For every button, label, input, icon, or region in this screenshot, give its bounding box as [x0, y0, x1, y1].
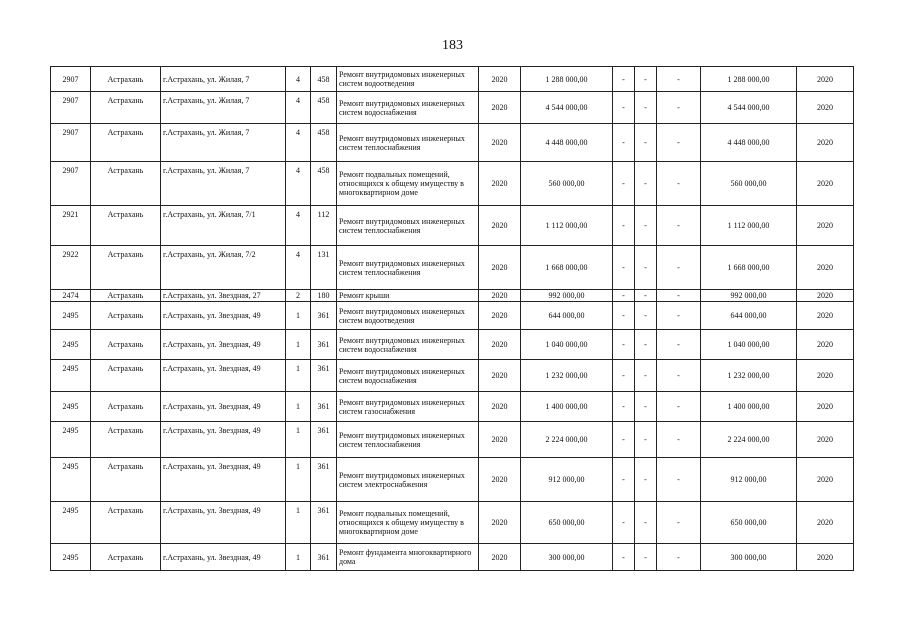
cost-cell: 2 224 000,00 — [521, 422, 613, 458]
dash-cell: - — [657, 392, 701, 422]
cost-cell: 644 000,00 — [521, 302, 613, 330]
floors-cell: 1 — [286, 392, 311, 422]
table-row — [51, 92, 854, 124]
year-cell: 2020 — [479, 67, 521, 92]
total-cell: 1 668 000,00 — [701, 246, 797, 290]
address-cell: г.Астрахань, ул. Жилая, 7 — [161, 92, 286, 124]
table-row — [51, 67, 854, 92]
object-id: 2907 — [51, 162, 91, 206]
table-row — [51, 290, 854, 302]
year-cell: 2020 — [479, 330, 521, 360]
year-cell: 2020 — [479, 206, 521, 246]
city-cell: Астрахань — [91, 290, 161, 302]
year-end-cell: 2020 — [797, 67, 854, 92]
city-cell: Астрахань — [91, 544, 161, 571]
address-cell: г.Астрахань, ул. Звездная, 49 — [161, 360, 286, 392]
apartments-cell: 361 — [311, 360, 337, 392]
dash-cell: - — [635, 302, 657, 330]
address-cell: г.Астрахань, ул. Жилая, 7 — [161, 162, 286, 206]
dash-cell: - — [613, 246, 635, 290]
floors-cell: 4 — [286, 67, 311, 92]
cost-cell: 4 448 000,00 — [521, 124, 613, 162]
dash-cell: - — [635, 92, 657, 124]
year-cell: 2020 — [479, 544, 521, 571]
total-cell: 650 000,00 — [701, 502, 797, 544]
work-type-cell: Ремонт внутридомовых инженерных систем водоотведения — [337, 67, 479, 92]
table-row — [51, 360, 854, 392]
dash-cell: - — [635, 502, 657, 544]
year-cell: 2020 — [479, 458, 521, 502]
year-cell: 2020 — [479, 92, 521, 124]
cost-cell: 1 232 000,00 — [521, 360, 613, 392]
dash-cell: - — [657, 290, 701, 302]
total-cell: 4 544 000,00 — [701, 92, 797, 124]
dash-cell: - — [657, 360, 701, 392]
dash-cell: - — [635, 124, 657, 162]
dash-cell: - — [635, 544, 657, 571]
cost-cell: 650 000,00 — [521, 502, 613, 544]
work-type-cell: Ремонт внутридомовых инженерных систем теплоснабжения — [337, 422, 479, 458]
table-row — [51, 124, 854, 162]
total-cell: 1 288 000,00 — [701, 67, 797, 92]
table-row — [51, 392, 854, 422]
address-cell: г.Астрахань, ул. Звездная, 49 — [161, 422, 286, 458]
work-type-cell: Ремонт внутридомовых инженерных систем водоотведения — [337, 302, 479, 330]
work-type-cell: Ремонт внутридомовых инженерных систем водоснабжения — [337, 92, 479, 124]
object-id: 2474 — [51, 290, 91, 302]
city-cell: Астрахань — [91, 330, 161, 360]
dash-cell: - — [613, 544, 635, 571]
address-cell: г.Астрахань, ул. Жилая, 7 — [161, 124, 286, 162]
table-row — [51, 302, 854, 330]
year-end-cell: 2020 — [797, 162, 854, 206]
floors-cell: 1 — [286, 360, 311, 392]
dash-cell: - — [635, 290, 657, 302]
dash-cell: - — [657, 124, 701, 162]
address-cell: г.Астрахань, ул. Звездная, 49 — [161, 330, 286, 360]
apartments-cell: 361 — [311, 330, 337, 360]
object-id: 2495 — [51, 330, 91, 360]
city-cell: Астрахань — [91, 422, 161, 458]
year-end-cell: 2020 — [797, 458, 854, 502]
year-end-cell: 2020 — [797, 544, 854, 571]
table-row — [51, 246, 854, 290]
table-row — [51, 544, 854, 571]
floors-cell: 1 — [286, 302, 311, 330]
dash-cell: - — [613, 206, 635, 246]
floors-cell: 1 — [286, 330, 311, 360]
total-cell: 4 448 000,00 — [701, 124, 797, 162]
dash-cell: - — [613, 290, 635, 302]
object-id: 2922 — [51, 246, 91, 290]
year-cell: 2020 — [479, 392, 521, 422]
apartments-cell: 361 — [311, 422, 337, 458]
address-cell: г.Астрахань, ул. Звездная, 49 — [161, 544, 286, 571]
year-cell: 2020 — [479, 124, 521, 162]
city-cell: Астрахань — [91, 67, 161, 92]
total-cell: 644 000,00 — [701, 302, 797, 330]
city-cell: Астрахань — [91, 458, 161, 502]
address-cell: г.Астрахань, ул. Звездная, 49 — [161, 392, 286, 422]
year-cell: 2020 — [479, 162, 521, 206]
apartments-cell: 361 — [311, 544, 337, 571]
year-end-cell: 2020 — [797, 502, 854, 544]
address-cell: г.Астрахань, ул. Звездная, 49 — [161, 302, 286, 330]
dash-cell: - — [635, 422, 657, 458]
table-row — [51, 162, 854, 206]
dash-cell: - — [613, 67, 635, 92]
object-id: 2495 — [51, 544, 91, 571]
apartments-cell: 458 — [311, 67, 337, 92]
dash-cell: - — [613, 502, 635, 544]
year-end-cell: 2020 — [797, 290, 854, 302]
cost-cell: 560 000,00 — [521, 162, 613, 206]
floors-cell: 1 — [286, 544, 311, 571]
floors-cell: 4 — [286, 92, 311, 124]
work-type-cell: Ремонт подвальных помещений, относящихся к общему имуществу в многоквартирном доме — [337, 162, 479, 206]
dash-cell: - — [657, 330, 701, 360]
work-type-cell: Ремонт крыши — [337, 290, 479, 302]
dash-cell: - — [635, 392, 657, 422]
apartments-cell: 458 — [311, 162, 337, 206]
dash-cell: - — [635, 246, 657, 290]
dash-cell: - — [657, 206, 701, 246]
year-end-cell: 2020 — [797, 360, 854, 392]
dash-cell: - — [657, 422, 701, 458]
dash-cell: - — [635, 458, 657, 502]
year-end-cell: 2020 — [797, 124, 854, 162]
dash-cell: - — [613, 458, 635, 502]
table-row — [51, 206, 854, 246]
city-cell: Астрахань — [91, 360, 161, 392]
dash-cell: - — [635, 206, 657, 246]
apartments-cell: 458 — [311, 124, 337, 162]
apartments-cell: 112 — [311, 206, 337, 246]
year-cell: 2020 — [479, 290, 521, 302]
apartments-cell: 361 — [311, 458, 337, 502]
dash-cell: - — [613, 422, 635, 458]
total-cell: 300 000,00 — [701, 544, 797, 571]
dash-cell: - — [635, 162, 657, 206]
work-type-cell: Ремонт внутридомовых инженерных систем теплоснабжения — [337, 246, 479, 290]
table-body — [51, 67, 854, 571]
city-cell: Астрахань — [91, 246, 161, 290]
object-id: 2907 — [51, 92, 91, 124]
address-cell: г.Астрахань, ул. Звездная, 49 — [161, 502, 286, 544]
total-cell: 1 112 000,00 — [701, 206, 797, 246]
address-cell: г.Астрахань, ул. Жилая, 7 — [161, 67, 286, 92]
object-id: 2907 — [51, 67, 91, 92]
apartments-cell: 180 — [311, 290, 337, 302]
dash-cell: - — [635, 360, 657, 392]
work-type-cell: Ремонт внутридомовых инженерных систем водоснабжения — [337, 330, 479, 360]
cost-cell: 1 288 000,00 — [521, 67, 613, 92]
dash-cell: - — [613, 330, 635, 360]
apartments-cell: 458 — [311, 92, 337, 124]
repair-registry-table — [50, 66, 854, 571]
floors-cell: 4 — [286, 124, 311, 162]
floors-cell: 1 — [286, 422, 311, 458]
address-cell: г.Астрахань, ул. Звездная, 27 — [161, 290, 286, 302]
dash-cell: - — [657, 67, 701, 92]
floors-cell: 4 — [286, 162, 311, 206]
total-cell: 1 040 000,00 — [701, 330, 797, 360]
apartments-cell: 361 — [311, 502, 337, 544]
cost-cell: 1 400 000,00 — [521, 392, 613, 422]
year-cell: 2020 — [479, 246, 521, 290]
table-row — [51, 458, 854, 502]
dash-cell: - — [635, 67, 657, 92]
apartments-cell: 131 — [311, 246, 337, 290]
cost-cell: 992 000,00 — [521, 290, 613, 302]
object-id: 2907 — [51, 124, 91, 162]
object-id: 2495 — [51, 502, 91, 544]
dash-cell: - — [613, 302, 635, 330]
dash-cell: - — [613, 392, 635, 422]
floors-cell: 2 — [286, 290, 311, 302]
object-id: 2495 — [51, 458, 91, 502]
year-end-cell: 2020 — [797, 206, 854, 246]
total-cell: 992 000,00 — [701, 290, 797, 302]
work-type-cell: Ремонт внутридомовых инженерных систем электроснабжения — [337, 458, 479, 502]
year-cell: 2020 — [479, 422, 521, 458]
table-row — [51, 422, 854, 458]
city-cell: Астрахань — [91, 124, 161, 162]
object-id: 2495 — [51, 422, 91, 458]
dash-cell: - — [657, 302, 701, 330]
dash-cell: - — [657, 458, 701, 502]
dash-cell: - — [657, 544, 701, 571]
work-type-cell: Ремонт фундамента многоквартирного дома — [337, 544, 479, 571]
year-cell: 2020 — [479, 502, 521, 544]
dash-cell: - — [657, 502, 701, 544]
dash-cell: - — [613, 360, 635, 392]
city-cell: Астрахань — [91, 92, 161, 124]
object-id: 2495 — [51, 302, 91, 330]
year-end-cell: 2020 — [797, 246, 854, 290]
work-type-cell: Ремонт подвальных помещений, относящихся к общему имуществу в многоквартирном доме — [337, 502, 479, 544]
work-type-cell: Ремонт внутридомовых инженерных систем теплоснабжения — [337, 124, 479, 162]
dash-cell: - — [657, 162, 701, 206]
cost-cell: 912 000,00 — [521, 458, 613, 502]
address-cell: г.Астрахань, ул. Жилая, 7/1 — [161, 206, 286, 246]
work-type-cell: Ремонт внутридомовых инженерных систем теплоснабжения — [337, 206, 479, 246]
total-cell: 1 232 000,00 — [701, 360, 797, 392]
city-cell: Астрахань — [91, 302, 161, 330]
year-end-cell: 2020 — [797, 392, 854, 422]
cost-cell: 300 000,00 — [521, 544, 613, 571]
city-cell: Астрахань — [91, 206, 161, 246]
total-cell: 2 224 000,00 — [701, 422, 797, 458]
city-cell: Астрахань — [91, 392, 161, 422]
object-id: 2921 — [51, 206, 91, 246]
object-id: 2495 — [51, 360, 91, 392]
dash-cell: - — [613, 92, 635, 124]
city-cell: Астрахань — [91, 502, 161, 544]
total-cell: 912 000,00 — [701, 458, 797, 502]
dash-cell: - — [613, 162, 635, 206]
work-type-cell: Ремонт внутридомовых инженерных систем газоснабжения — [337, 392, 479, 422]
dash-cell: - — [635, 330, 657, 360]
apartments-cell: 361 — [311, 392, 337, 422]
dash-cell: - — [657, 246, 701, 290]
total-cell: 1 400 000,00 — [701, 392, 797, 422]
object-id: 2495 — [51, 392, 91, 422]
year-end-cell: 2020 — [797, 330, 854, 360]
apartments-cell: 361 — [311, 302, 337, 330]
year-end-cell: 2020 — [797, 92, 854, 124]
dash-cell: - — [657, 92, 701, 124]
cost-cell: 1 112 000,00 — [521, 206, 613, 246]
floors-cell: 1 — [286, 502, 311, 544]
city-cell: Астрахань — [91, 162, 161, 206]
table-row — [51, 502, 854, 544]
year-end-cell: 2020 — [797, 302, 854, 330]
page-number: 183 — [442, 38, 463, 53]
year-end-cell: 2020 — [797, 422, 854, 458]
address-cell: г.Астрахань, ул. Жилая, 7/2 — [161, 246, 286, 290]
address-cell: г.Астрахань, ул. Звездная, 49 — [161, 458, 286, 502]
floors-cell: 4 — [286, 246, 311, 290]
total-cell: 560 000,00 — [701, 162, 797, 206]
table-row — [51, 330, 854, 360]
dash-cell: - — [613, 124, 635, 162]
year-cell: 2020 — [479, 360, 521, 392]
cost-cell: 4 544 000,00 — [521, 92, 613, 124]
cost-cell: 1 040 000,00 — [521, 330, 613, 360]
work-type-cell: Ремонт внутридомовых инженерных систем водоснабжения — [337, 360, 479, 392]
floors-cell: 1 — [286, 458, 311, 502]
floors-cell: 4 — [286, 206, 311, 246]
year-cell: 2020 — [479, 302, 521, 330]
cost-cell: 1 668 000,00 — [521, 246, 613, 290]
